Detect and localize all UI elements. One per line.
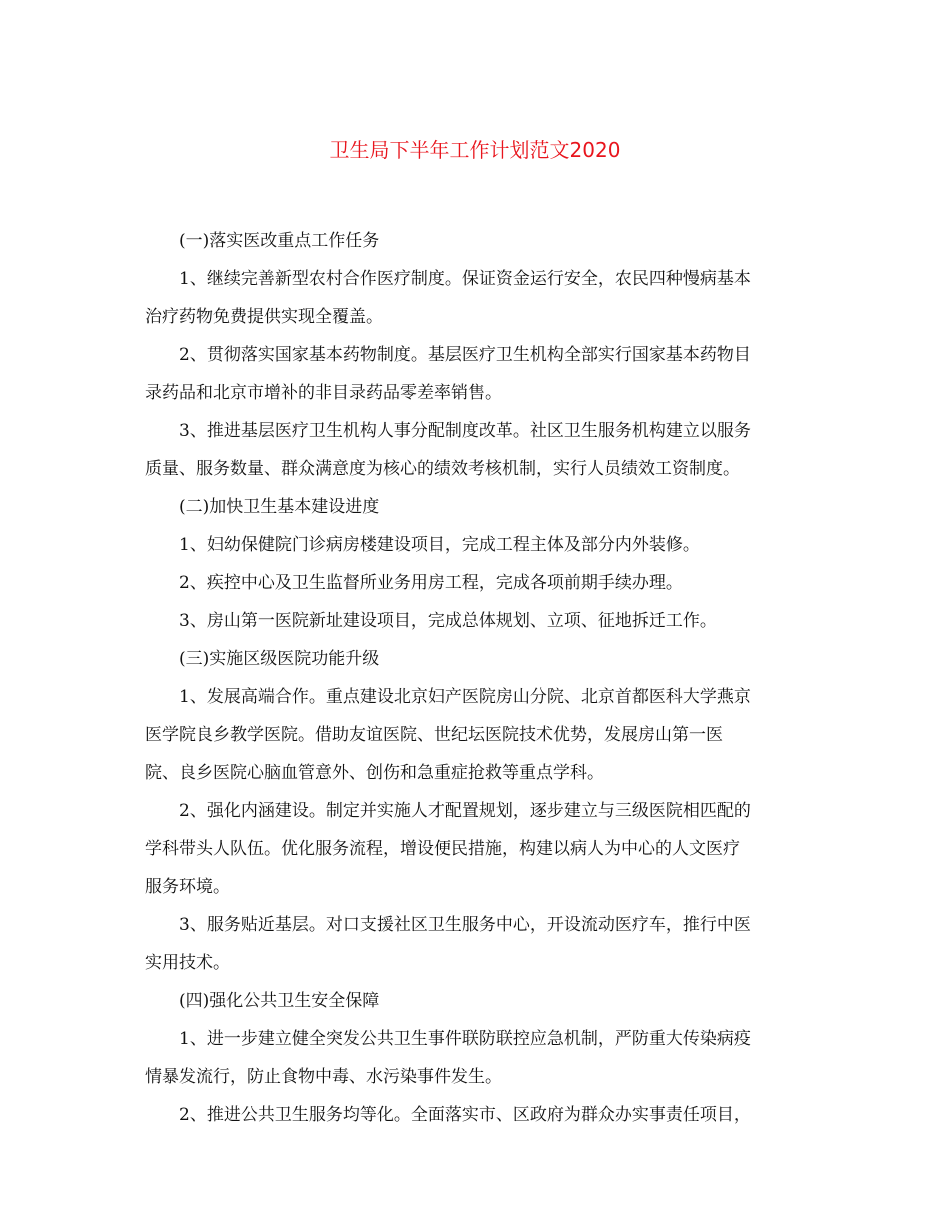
- paragraph: [145, 1096, 805, 1134]
- paragraph: [145, 792, 805, 906]
- text-line: 2、贯彻落实国家基本药物制度。基层医疗卫生机构全部实行国家基本药物目: [179, 345, 751, 365]
- paragraph: [145, 678, 805, 792]
- text-line: 2、推进公共卫生服务均等化。全面落实市、区政府为群众办实事责任项目，: [179, 1105, 751, 1125]
- paragraph: [145, 412, 805, 488]
- text-line: 2、强化内涵建设。制定并实施人才配置规划，逐步建立与三级医院相匹配的: [179, 801, 751, 821]
- text-line: (二)加快卫生基本建设进度: [179, 497, 380, 517]
- section-heading: [145, 982, 805, 1020]
- paragraph: [145, 564, 805, 602]
- text-line: 1、进一步建立健全突发公共卫生事件联防联控应急机制，严防重大传染病疫: [179, 1029, 751, 1049]
- text-line: 1、继续完善新型农村合作医疗制度。保证资金运行安全，农民四种慢病基本: [179, 269, 751, 289]
- paragraph: [145, 602, 805, 640]
- text-line: 2、疾控中心及卫生监督所业务用房工程，完成各项前期手续办理。: [179, 573, 683, 593]
- text-line: (三)实施区级医院功能升级: [179, 649, 380, 669]
- text-line: (一)落实医改重点工作任务: [179, 231, 380, 251]
- text-line: 1、妇幼保健院门诊病房楼建设项目，完成工程主体及部分内外装修。: [179, 535, 700, 555]
- paragraph: [145, 906, 805, 982]
- text-line: 质量、服务数量、群众满意度为核心的绩效考核机制，实行人员绩效工资制度。: [145, 459, 740, 479]
- section-heading: [145, 640, 805, 678]
- text-line: 院、良乡医院心脑血管意外、创伤和急重症抢救等重点学科。: [145, 763, 604, 783]
- paragraph: [145, 260, 805, 336]
- text-line: 服务环境。: [145, 877, 230, 897]
- text-line: 实用技术。: [145, 953, 230, 973]
- section-heading: [145, 488, 805, 526]
- paragraph: [145, 526, 805, 564]
- paragraph: [145, 336, 805, 412]
- text-line: 学科带头人队伍。优化服务流程，增设便民措施，构建以病人为中心的人文医疗: [145, 839, 740, 859]
- text-line: 医学院良乡教学医院。借助友谊医院、世纪坛医院技术优势，发展房山第一医: [145, 725, 723, 745]
- text-line: 治疗药物免费提供实现全覆盖。: [145, 307, 383, 327]
- text-line: 3、服务贴近基层。对口支援社区卫生服务中心，开设流动医疗车，推行中医: [179, 915, 751, 935]
- section-heading: [145, 222, 805, 260]
- document-title: 卫生局下半年工作计划范文2020: [329, 138, 621, 162]
- paragraph: [145, 1020, 805, 1096]
- text-line: 3、房山第一医院新址建设项目，完成总体规划、立项、征地拆迁工作。: [179, 611, 717, 631]
- document-body: [145, 222, 805, 1134]
- text-line: 1、发展高端合作。重点建设北京妇产医院房山分院、北京首都医科大学燕京: [179, 687, 751, 707]
- text-line: (四)强化公共卫生安全保障: [179, 991, 380, 1011]
- text-line: 情暴发流行，防止食物中毒、水污染事件发生。: [145, 1067, 502, 1087]
- text-line: 录药品和北京市增补的非目录药品零差率销售。: [145, 383, 502, 403]
- text-line: 3、推进基层医疗卫生机构人事分配制度改革。社区卫生服务机构建立以服务: [179, 421, 751, 441]
